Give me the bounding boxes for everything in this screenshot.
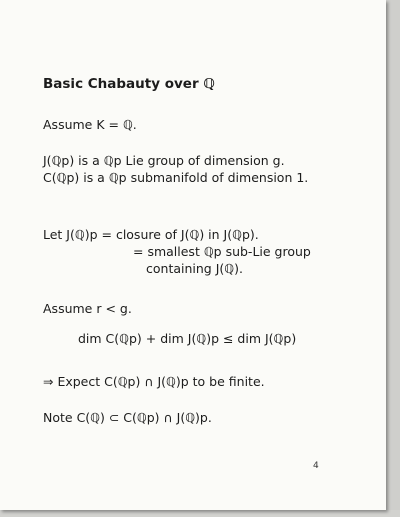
expect-finite-text: ⇒ Expect C(ℚp) ∩ J(ℚ)p to be finite. (43, 374, 265, 389)
slide-title-text: Basic Chabauty over ℚ (43, 76, 215, 92)
note-line (43, 409, 212, 426)
assume-r-line (43, 300, 132, 317)
page-number: 4 (313, 461, 319, 471)
assume-r-text: Assume r < g. (43, 301, 132, 316)
smallest-subgroup-line (133, 243, 311, 260)
slide-title (43, 76, 215, 93)
cqp-line (43, 169, 308, 186)
assume-k-text: Assume K = ℚ. (43, 117, 137, 132)
assume-k-line (43, 116, 137, 133)
dimension-inequality-text: dim C(ℚp) + dim J(ℚ)p ≤ dim J(ℚp) (78, 331, 297, 346)
page-edge-shadow (386, 0, 400, 517)
page-bottom-shadow (0, 510, 400, 517)
containing-text: containing J(ℚ). (146, 261, 243, 276)
containing-line (146, 260, 243, 277)
let-closure-text: Let J(ℚ)p = closure of J(ℚ) in J(ℚp). (43, 227, 259, 242)
jqp-text: J(ℚp) is a ℚp Lie group of dimension g. (43, 153, 285, 168)
let-closure-line (43, 226, 259, 243)
dimension-inequality (78, 330, 296, 347)
cqp-text: C(ℚp) is a ℚp submanifold of dimension 1. (43, 170, 309, 185)
smallest-subgroup-text: = smallest ℚp sub-Lie group (133, 244, 311, 259)
note-text: Note C(ℚ) ⊂ C(ℚp) ∩ J(ℚ)p. (43, 410, 212, 425)
expect-finite-line (43, 373, 265, 390)
jqp-line (43, 152, 285, 169)
